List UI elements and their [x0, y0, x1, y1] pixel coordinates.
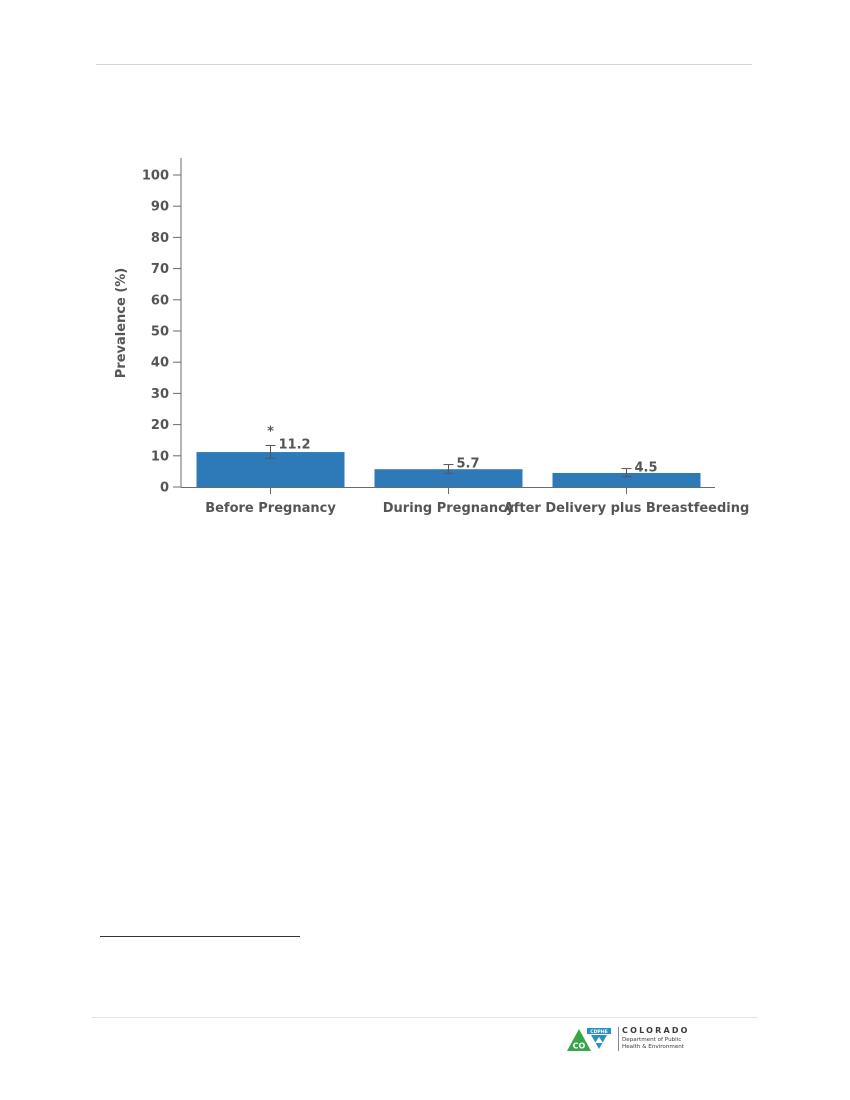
- value-label: 5.7: [456, 456, 480, 472]
- y-tick-label: 90: [150, 199, 169, 215]
- y-tick-label: 60: [150, 293, 169, 309]
- y-tick-label: 30: [150, 386, 169, 402]
- logo-badge: CDPHE: [590, 1029, 608, 1035]
- logo-initials: CO: [572, 1041, 586, 1051]
- cdphe-logo: [567, 1026, 697, 1054]
- logo-divider: [618, 1027, 619, 1051]
- footer-divider: [92, 1017, 758, 1018]
- logo-department-line1: Department of Public: [622, 1037, 682, 1043]
- y-tick-label: 70: [150, 262, 169, 278]
- y-tick-label: 50: [150, 324, 169, 340]
- y-tick-label: 0: [159, 480, 169, 496]
- y-axis-title: Prevalence (%): [114, 267, 129, 379]
- footnote-divider: [100, 936, 300, 937]
- y-tick-label: 10: [150, 449, 169, 465]
- category-label: After Delivery plus Breastfeeding: [503, 501, 750, 516]
- bars: [197, 446, 701, 487]
- colorado-triangle-icon: [567, 1026, 613, 1052]
- y-tick-label: 80: [150, 230, 169, 246]
- logo-department-line2: Health & Environment: [622, 1044, 685, 1050]
- logo-department: [622, 1037, 684, 1051]
- logo-state-name: COLORADO: [622, 1026, 690, 1035]
- y-tick-label: 40: [150, 355, 169, 371]
- value-label: 11.2: [278, 437, 311, 453]
- value-label: 4.5: [634, 460, 658, 476]
- category-label: During Pregnancy: [382, 501, 515, 516]
- y-tick-label: 20: [150, 418, 169, 434]
- y-tick-label: 100: [141, 168, 169, 184]
- significance-marker: *: [267, 424, 274, 440]
- category-label: Before Pregnancy: [205, 501, 336, 516]
- y-axis: [114, 158, 715, 496]
